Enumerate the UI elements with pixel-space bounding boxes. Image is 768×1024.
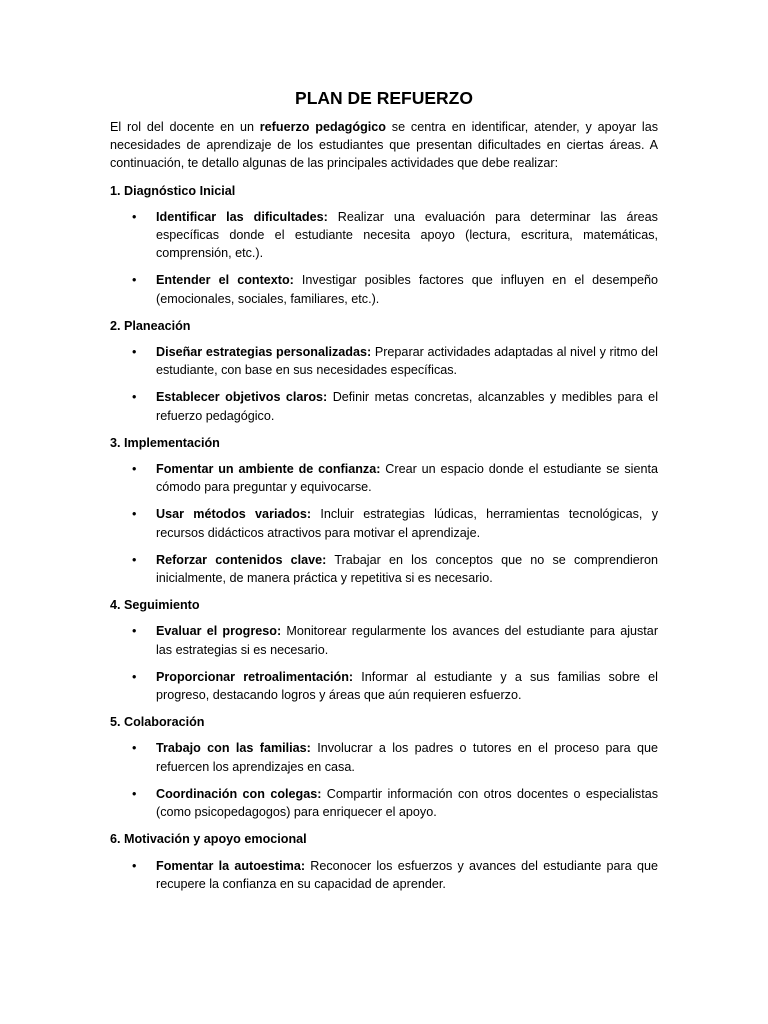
intro-text-start: El rol del docente en un (110, 120, 260, 134)
list-item (110, 857, 658, 893)
section-heading: 4. Seguimiento (110, 598, 200, 613)
item-lead: Coordinación con colegas: (156, 786, 322, 801)
item-lead: Evaluar el progreso: (156, 624, 282, 639)
section (110, 182, 658, 308)
item-lead: Trabajo con las familias: (156, 741, 311, 756)
bullet-icon: • (132, 209, 137, 224)
bullet-icon: • (132, 786, 137, 801)
item-text: Realizar una evaluación para determinar las áreas específicas donde el estudiante necesita apoyo (lectura, escritura, matemáticas, comprensión, etc.). (156, 209, 658, 261)
item-text: Investigar posibles factores que influyen en el desempeño (emocionales, sociales, familiares, etc.). (156, 273, 658, 306)
section-heading: 1. Diagnóstico Inicial (110, 183, 236, 198)
item-text: Reconocer los esfuerzos y avances del estudiante para que recupere la confianza en su capacidad de aprender. (156, 858, 658, 891)
item-text: Incluir estrategias lúdicas, herramientas tecnológicas, y recursos didácticos atractivos para motivar el aprendizaje. (156, 507, 658, 540)
item-lead: Usar métodos variados: (156, 507, 312, 522)
bullet-list (110, 622, 658, 704)
list-item (110, 388, 658, 424)
list-item (110, 668, 658, 704)
item-text: Compartir información con otros docentes o especialistas (como psicopedagogos) para enriquecer el apoyo. (156, 786, 658, 820)
section-heading: 6. Motivación y apoyo emocional (110, 832, 307, 847)
item-lead: Fomentar la autoestima: (156, 858, 306, 873)
bullet-list (110, 739, 658, 821)
bullet-icon: • (132, 858, 137, 873)
bullet-icon: • (132, 462, 137, 477)
section-heading: 3. Implementación (110, 435, 220, 450)
section-heading: 2. Planeación (110, 318, 191, 333)
list-item (110, 622, 658, 658)
item-lead: Proporcionar retroalimentación: (156, 669, 354, 684)
item-text: Crear un espacio donde el estudiante se sienta cómodo para preguntar y equivocarse. (156, 462, 658, 495)
bullet-icon: • (132, 390, 137, 405)
bullet-list (110, 460, 658, 587)
item-text: Involucrar a los padres o tutores en el proceso para que refuercen los aprendizajes en casa. (156, 741, 659, 774)
list-item (110, 505, 658, 541)
section (110, 713, 658, 821)
section (110, 830, 658, 893)
item-lead: Fomentar un ambiente de confianza: (156, 462, 381, 477)
bullet-list (110, 857, 658, 893)
item-text: Informar al estudiante y a sus familias sobre el progreso, destacando logros y áreas que aún requieren esfuerzo. (156, 669, 658, 703)
bullet-icon: • (132, 669, 137, 684)
intro-text-end: se centra en identificar, atender, y apoyar las necesidades de aprendizaje de los estudiantes que presentan dificultades en ciertas áreas. A continuación, te detallo algunas de las principales actividades que debe realizar: (110, 120, 658, 171)
section-heading: 5. Colaboración (110, 715, 205, 730)
intro-bold-term: refuerzo pedagógico (259, 120, 386, 134)
list-item (110, 343, 658, 379)
item-lead: Diseñar estrategias personalizadas: (156, 345, 372, 360)
section (110, 317, 658, 425)
item-lead: Identificar las dificultades: (156, 209, 328, 224)
list-item (110, 460, 658, 496)
page-title: PLAN DE REFUERZO (295, 88, 473, 108)
bullet-icon: • (132, 507, 137, 522)
item-text: Definir metas concretas, alcanzables y medibles para el refuerzo pedagógico. (156, 390, 658, 423)
bullet-list (110, 343, 658, 425)
bullet-icon: • (132, 624, 137, 639)
list-item (110, 271, 658, 307)
document-page (110, 86, 658, 902)
list-item (110, 551, 658, 587)
sections-container (110, 182, 658, 893)
bullet-icon: • (132, 552, 137, 567)
section (110, 596, 658, 704)
item-lead: Reforzar contenidos clave: (156, 552, 327, 567)
list-item (110, 208, 658, 263)
item-lead: Entender el contexto: (156, 273, 294, 288)
item-text: Monitorear regularmente los avances del estudiante para ajustar las estrategias si es necesario. (156, 624, 659, 657)
bullet-icon: • (132, 741, 137, 756)
list-item (110, 785, 658, 821)
section (110, 434, 658, 587)
list-item (110, 739, 658, 775)
bullet-icon: • (132, 345, 137, 360)
item-text: Preparar actividades adaptadas al nivel y ritmo del estudiante, con base en sus necesidades específicas. (156, 345, 658, 378)
item-text: Trabajar en los conceptos que no se comprendieron inicialmente, de manera práctica y repetitiva si es necesario. (156, 552, 658, 586)
intro-paragraph (110, 118, 658, 173)
item-lead: Establecer objetivos claros: (156, 390, 328, 405)
bullet-icon: • (132, 273, 137, 288)
bullet-list (110, 208, 658, 308)
